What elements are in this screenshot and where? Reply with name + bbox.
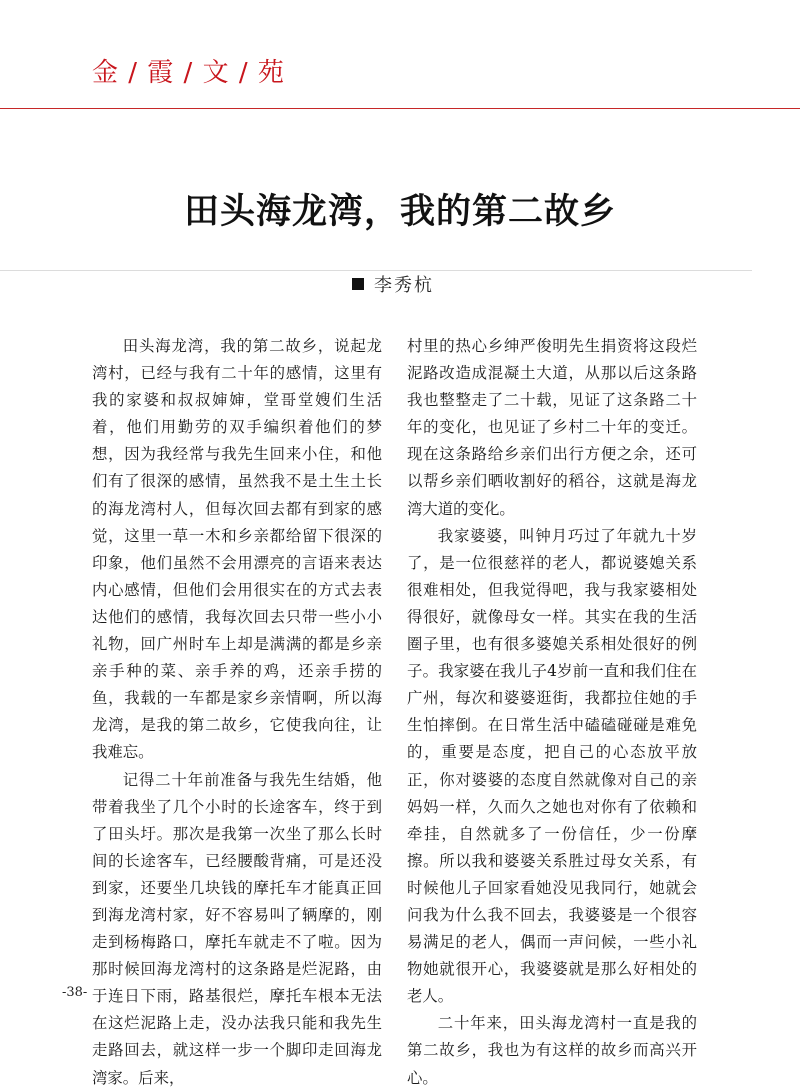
paragraph-3: 我家婆婆，叫钟月巧过了年就九十岁了，是一位很慈祥的老人，都说婆媳关系很难相处，但我觉得吧，我与我家婆相处得很好，就像母女一样。其实在我的生活圈子里，也有很多婆媳关系相处很好的例子。我家婆在我儿子4岁前一直和我们住在广州，每次和婆婆逛街，我都拉住她的手生怕摔倒。在日常生活中磕磕碰碰是难免的，重要是态度，把自己的心态放平放正，你对婆婆的态度自然就像对自己的亲妈妈一样，久而久之她也对你有了依赖和牵挂，自然就多了一份信任，少一份摩擦。所以我和婆婆关系胜过母女关系，有时候他儿子回家看她没见我同行，她就会问我为什么我不回去，我婆婆是一个很容易满足的老人，偶而一声问候，一些小礼物她就很开心，我婆婆就是那么好相处的老人。 [407,526,697,1006]
paragraph-2-continued: 村里的热心乡绅严俊明先生捐资将这段烂泥路改造成混凝土大道，从那以后这条路我也整整走了二十载，见证了这条路二十年的变化，也见证了乡村二十年的变迁。现在这条路给乡亲们出行方便之余，还可以帮乡亲们晒收割好的稻谷，这就是海龙湾大道的变化。 [407,337,697,518]
black-square-icon [352,278,364,290]
byline [352,271,434,297]
paragraph-1: 田头海龙湾，我的第二故乡，说起龙湾村，已经与我有二十年的感情，这里有我的家婆和叔叔婶婶，堂哥堂嫂们生活着，他们用勤劳的双手编织着他们的梦想，因为我经常与我先生回来小住，和他们有了很深的感情，虽然我不是土生土长的海龙湾村人，但每次回去都有到家的感觉，这里一草一木和乡亲都给留下很深的印象，他们虽然不会用漂亮的言语来表达内心感情，但他们会用很实在的方式去表达他们的感情，我每次回去只带一些小小礼物，回广州时车上却是满满的都是乡亲亲手种的菜、亲手养的鸡，还亲手捞的鱼，我载的一车都是家乡亲情啊，所以海龙湾，是我的第二故乡，它使我向往，让我难忘。 [92,337,382,762]
paragraph-2: 记得二十年前准备与我先生结婚，他带着我坐了几个小时的长途客车，终于到了田头圩。那次是我第一次坐了那么长时间的长途客车，已经腰酸背痛，可是还没到家，还要坐几块钱的摩托车才能真正回到海龙湾村家，好不容易叫了辆摩的，刚走到杨梅路口，摩托车就走不了啦。因为那时候回海龙湾村的这条路是烂泥路，由于连日下雨，路基很烂，摩托车根本无法在这烂泥路上走，没办法我只能和我先生走路回去，就这样一步一个脚印走回海龙湾家。后来， [92,770,382,1087]
section-label: 金 / 霞 / 文 / 苑 [92,58,285,88]
author-name: 李秀杭 [374,275,434,296]
article-body [92,333,697,1087]
paragraph-4: 二十年来，田头海龙湾村一直是我的第二故乡，我也为有这样的故乡而高兴开心。 [407,1014,697,1087]
article-title: 田头海龙湾，我的第二故乡 [183,192,616,232]
section-divider [0,108,800,109]
page-number: -38- [62,985,88,1000]
left-column [92,333,382,1087]
right-column [407,333,697,1087]
